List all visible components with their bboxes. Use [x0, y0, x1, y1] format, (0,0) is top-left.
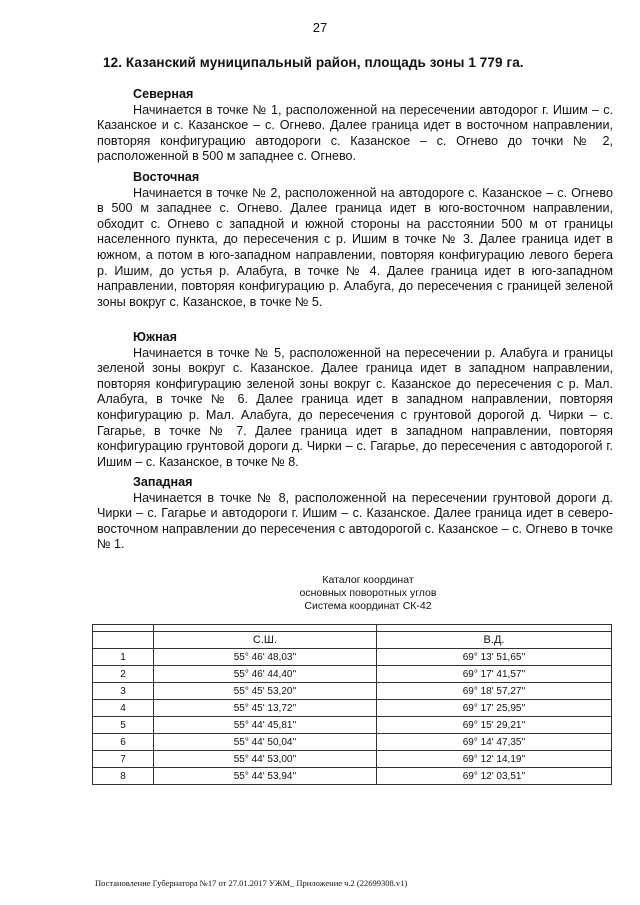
- table-header-row: [93, 632, 612, 649]
- row-lat: 55° 44' 53,94'': [154, 768, 377, 785]
- row-lat: 55° 45' 53,20'': [154, 683, 377, 700]
- catalog-caption-line-2: основных поворотных углов: [299, 587, 437, 599]
- south-boundary-section: [97, 330, 613, 470]
- row-num: 1: [93, 649, 154, 666]
- document-footer: Постановление Губернатора №17 от 27.01.2017 УЖМ_ Приложение ч.2 (22699308.v1): [95, 878, 408, 888]
- row-num: 5: [93, 717, 154, 734]
- row-lon: 69° 17' 25,95'': [377, 700, 612, 717]
- header-lat: С.Ш.: [154, 632, 377, 649]
- south-heading: Южная: [133, 330, 178, 344]
- row-lon: 69° 15' 29,21'': [377, 717, 612, 734]
- row-lat: 55° 44' 53,00'': [154, 751, 377, 768]
- table-row: [93, 683, 612, 700]
- table-row: [93, 666, 612, 683]
- north-heading: Северная: [133, 87, 194, 101]
- row-num: 2: [93, 666, 154, 683]
- section-title: 12. Казанский муниципальный район, площадь зоны 1 779 га.: [103, 55, 524, 70]
- row-lon: 69° 12' 14,19'': [377, 751, 612, 768]
- row-lon: 69° 12' 03,51'': [377, 768, 612, 785]
- header-num: [93, 632, 154, 649]
- west-heading: Западная: [133, 475, 193, 489]
- row-lon: 69° 17' 41,57'': [377, 666, 612, 683]
- west-text: Начинается в точке № 8, расположенной на пересечении грунтовой дороги д. Чирки – с. Гагарье и автодороги г. Ишим – с. Казанское. Далее граница идет в северо-восточном направлении до пересечения с автодорогой с. Казанское – с. Огнево в точке № 1.: [97, 490, 613, 552]
- row-lon: 69° 18' 57,27'': [377, 683, 612, 700]
- row-num: 8: [93, 768, 154, 785]
- table-row: [93, 700, 612, 717]
- coordinates-table: [92, 624, 612, 785]
- east-text: Начинается в точке № 2, расположенной на автодороге с. Казанское – с. Огнево в 500 м западнее с. Огнево. Далее граница идет в юго-восточном направлении, обходит с. Огнево с западной и южной стороны на расстоянии 500 м от границы населенного пункта, до пересечения с р. Ишим в точке № 3. Далее граница идет в южном, а потом в юго-западном направлении, повторяя конфигурацию левого берега р. Ишим, до устья р. Алабуга, в точке № 4. Далее граница идет в юго-западном направлении, повторяя конфигурацию р. Алабуга, до пересечения с границей зеленой зоны вокруг с. Казанское, в точке № 5.: [97, 185, 613, 309]
- row-num: 6: [93, 734, 154, 751]
- south-text: Начинается в точке № 5, расположенной на пересечении р. Алабуга и границы зеленой зоны вокруг с. Казанское. Далее граница идет в западном направлении, повторяя конфигурацию зеленой зоны вокруг с. Казанское до пересечения с р. Мал. Алабуга, в точке № 6. Далее граница идет в западном направлении, повторяя конфигурацию р. Мал. Алабуга, до пересечения с грунтовой дорогой д. Чирки – с. Гагарье, в точке № 7. Далее граница идет в западном направлении, повторяя конфигурацию грунтовой дороги д. Чирки – с. Гагарье, до пересечения с автодорогой г. Ишим – с. Казанское, в точке № 8.: [97, 345, 613, 469]
- row-num: 3: [93, 683, 154, 700]
- east-heading: Восточная: [133, 170, 200, 184]
- table-row: [93, 768, 612, 785]
- row-lat: 55° 46' 44,40'': [154, 666, 377, 683]
- west-boundary-section: [97, 475, 613, 553]
- table-row: [93, 649, 612, 666]
- north-boundary-section: [97, 87, 613, 165]
- north-text: Начинается в точке № 1, расположенной на пересечении автодорог г. Ишим – с. Казанское и с. Казанское – с. Огнево. Далее граница идет в восточном направлении, повторяя конфигурацию автодороги с. Казанское – с. Огнево до точки № 2, расположенной в 500 м западнее с. Огнево.: [97, 102, 613, 164]
- table-spacer-row: [93, 625, 612, 632]
- row-lat: 55° 44' 45,81'': [154, 717, 377, 734]
- row-lat: 55° 45' 13,72'': [154, 700, 377, 717]
- row-lon: 69° 13' 51,65'': [377, 649, 612, 666]
- table-row: [93, 717, 612, 734]
- header-lon: В.Д.: [377, 632, 612, 649]
- east-boundary-section: [97, 170, 613, 310]
- row-num: 7: [93, 751, 154, 768]
- row-num: 4: [93, 700, 154, 717]
- catalog-caption: [0, 574, 640, 613]
- catalog-caption-line-1: Каталог координат: [322, 574, 414, 586]
- row-lat: 55° 44' 50,04'': [154, 734, 377, 751]
- row-lat: 55° 46' 48,03'': [154, 649, 377, 666]
- row-lon: 69° 14' 47,35'': [377, 734, 612, 751]
- catalog-caption-line-3: Система координат СК-42: [304, 600, 432, 612]
- table-row: [93, 734, 612, 751]
- table-row: [93, 751, 612, 768]
- page-number: 27: [312, 20, 328, 35]
